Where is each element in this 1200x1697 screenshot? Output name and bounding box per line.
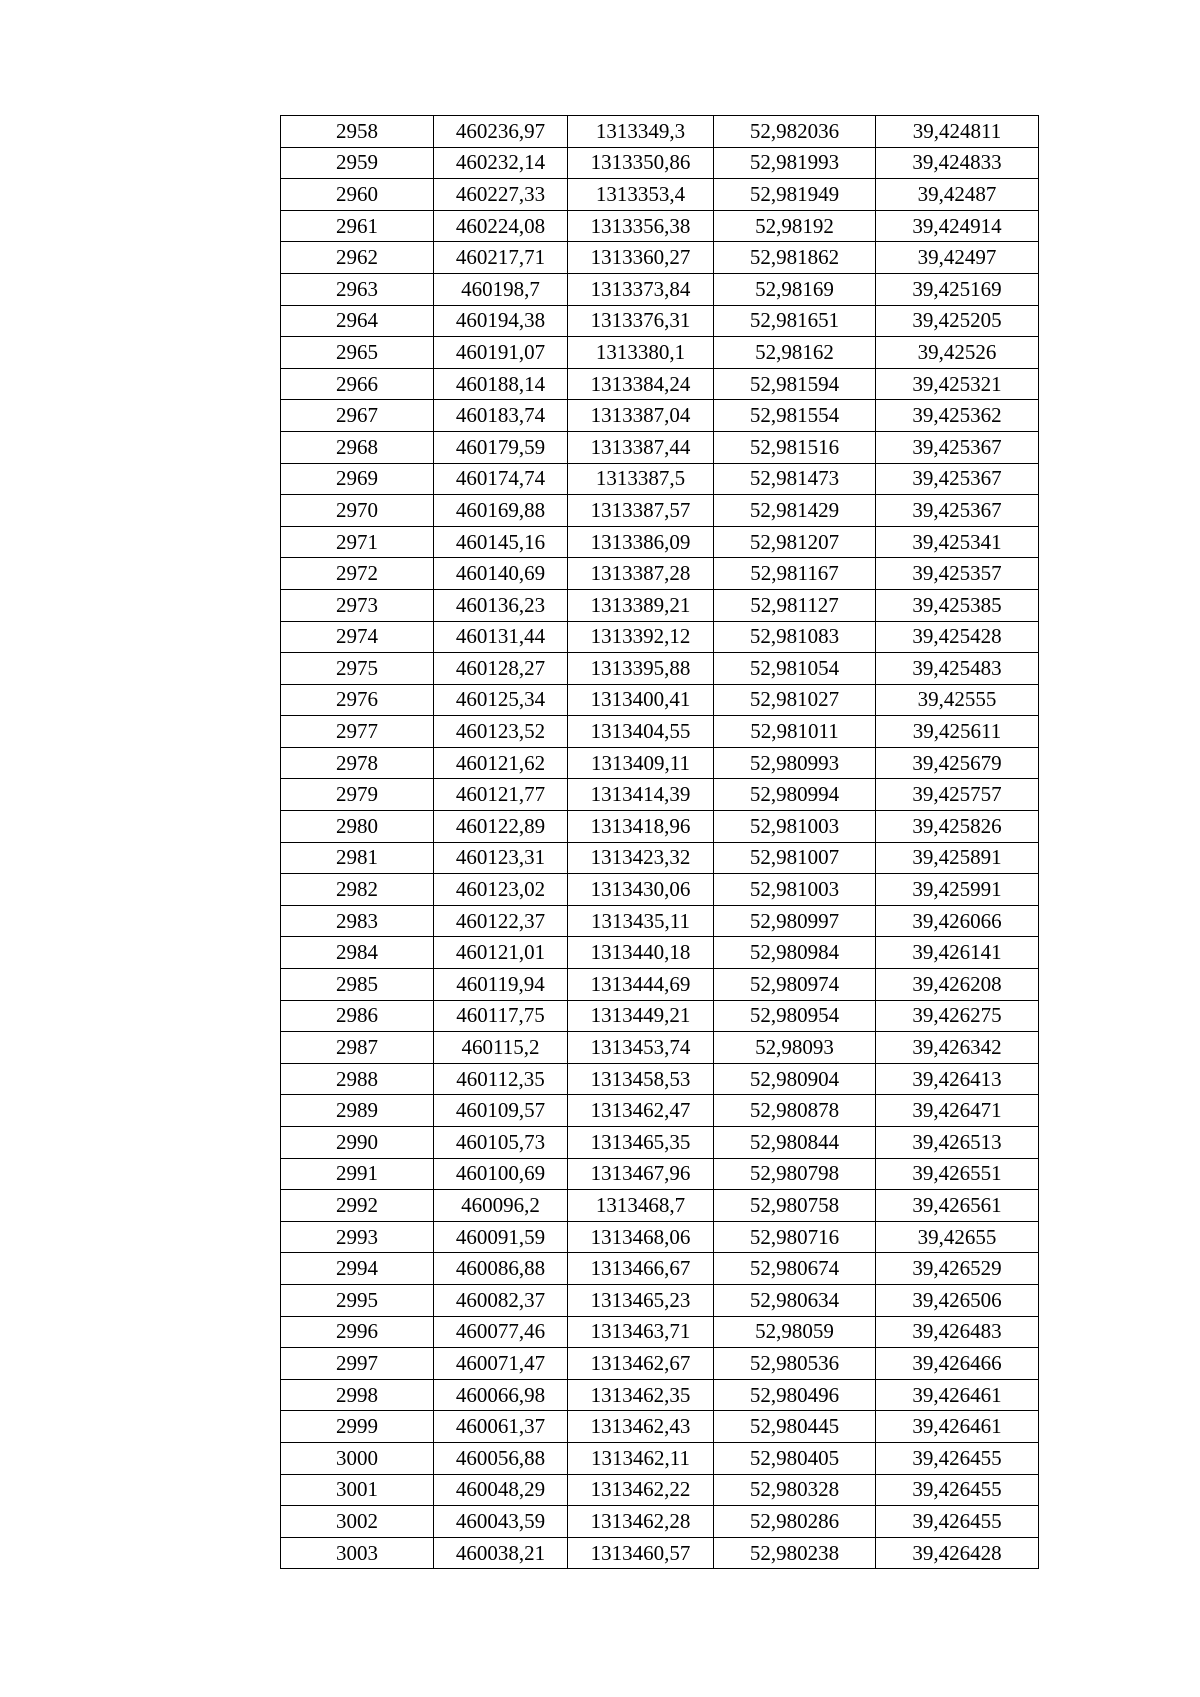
longitude-cell: 39,426483 — [876, 1316, 1039, 1348]
longitude-cell: 39,42487 — [876, 179, 1039, 211]
longitude-cell: 39,426066 — [876, 905, 1039, 937]
longitude-cell: 39,42555 — [876, 684, 1039, 716]
point-number-cell: 2991 — [281, 1158, 434, 1190]
latitude-cell: 52,980994 — [714, 779, 876, 811]
longitude-cell: 39,425611 — [876, 716, 1039, 748]
y-coordinate-cell: 1313414,39 — [568, 779, 714, 811]
table-row — [281, 1411, 1039, 1443]
table-row — [281, 874, 1039, 906]
latitude-cell: 52,981011 — [714, 716, 876, 748]
longitude-cell: 39,426455 — [876, 1442, 1039, 1474]
x-coordinate-cell: 460100,69 — [434, 1158, 568, 1190]
latitude-cell: 52,980758 — [714, 1190, 876, 1222]
table-row — [281, 210, 1039, 242]
x-coordinate-cell: 460123,31 — [434, 842, 568, 874]
table-row — [281, 1063, 1039, 1095]
x-coordinate-cell: 460188,14 — [434, 368, 568, 400]
x-coordinate-cell: 460174,74 — [434, 463, 568, 495]
point-number-cell: 2993 — [281, 1221, 434, 1253]
longitude-cell: 39,425321 — [876, 368, 1039, 400]
x-coordinate-cell: 460121,62 — [434, 747, 568, 779]
point-number-cell: 2981 — [281, 842, 434, 874]
y-coordinate-cell: 1313387,04 — [568, 400, 714, 432]
longitude-cell: 39,425341 — [876, 526, 1039, 558]
x-coordinate-cell: 460061,37 — [434, 1411, 568, 1443]
y-coordinate-cell: 1313387,44 — [568, 431, 714, 463]
longitude-cell: 39,425891 — [876, 842, 1039, 874]
table-row — [281, 1000, 1039, 1032]
table-row — [281, 1158, 1039, 1190]
latitude-cell: 52,980328 — [714, 1474, 876, 1506]
longitude-cell: 39,426513 — [876, 1127, 1039, 1159]
y-coordinate-cell: 1313468,7 — [568, 1190, 714, 1222]
longitude-cell: 39,42526 — [876, 337, 1039, 369]
point-number-cell: 2998 — [281, 1379, 434, 1411]
latitude-cell: 52,981993 — [714, 147, 876, 179]
y-coordinate-cell: 1313350,86 — [568, 147, 714, 179]
table-row — [281, 1506, 1039, 1538]
x-coordinate-cell: 460043,59 — [434, 1506, 568, 1538]
latitude-cell: 52,981429 — [714, 495, 876, 527]
point-number-cell: 2990 — [281, 1127, 434, 1159]
table-row — [281, 305, 1039, 337]
point-number-cell: 2959 — [281, 147, 434, 179]
table-row — [281, 463, 1039, 495]
latitude-cell: 52,980954 — [714, 1000, 876, 1032]
latitude-cell: 52,98169 — [714, 273, 876, 305]
y-coordinate-cell: 1313387,28 — [568, 558, 714, 590]
latitude-cell: 52,980993 — [714, 747, 876, 779]
table-row — [281, 905, 1039, 937]
x-coordinate-cell: 460232,14 — [434, 147, 568, 179]
table-row — [281, 716, 1039, 748]
x-coordinate-cell: 460105,73 — [434, 1127, 568, 1159]
y-coordinate-cell: 1313387,57 — [568, 495, 714, 527]
y-coordinate-cell: 1313462,22 — [568, 1474, 714, 1506]
longitude-cell: 39,425357 — [876, 558, 1039, 590]
x-coordinate-cell: 460096,2 — [434, 1190, 568, 1222]
x-coordinate-cell: 460128,27 — [434, 653, 568, 685]
longitude-cell: 39,425826 — [876, 811, 1039, 843]
table-row — [281, 400, 1039, 432]
x-coordinate-cell: 460183,74 — [434, 400, 568, 432]
longitude-cell: 39,42497 — [876, 242, 1039, 274]
point-number-cell: 2992 — [281, 1190, 434, 1222]
longitude-cell: 39,426471 — [876, 1095, 1039, 1127]
y-coordinate-cell: 1313392,12 — [568, 621, 714, 653]
y-coordinate-cell: 1313418,96 — [568, 811, 714, 843]
latitude-cell: 52,98192 — [714, 210, 876, 242]
table-row — [281, 1190, 1039, 1222]
longitude-cell: 39,426455 — [876, 1506, 1039, 1538]
table-row — [281, 1379, 1039, 1411]
longitude-cell: 39,426506 — [876, 1284, 1039, 1316]
x-coordinate-cell: 460115,2 — [434, 1032, 568, 1064]
point-number-cell: 2995 — [281, 1284, 434, 1316]
table-row — [281, 969, 1039, 1001]
point-number-cell: 2987 — [281, 1032, 434, 1064]
point-number-cell: 2970 — [281, 495, 434, 527]
x-coordinate-cell: 460145,16 — [434, 526, 568, 558]
longitude-cell: 39,426461 — [876, 1411, 1039, 1443]
point-number-cell: 2974 — [281, 621, 434, 653]
longitude-cell: 39,426461 — [876, 1379, 1039, 1411]
latitude-cell: 52,981594 — [714, 368, 876, 400]
x-coordinate-cell: 460125,34 — [434, 684, 568, 716]
longitude-cell: 39,424833 — [876, 147, 1039, 179]
latitude-cell: 52,980904 — [714, 1063, 876, 1095]
table-row — [281, 779, 1039, 811]
latitude-cell: 52,980798 — [714, 1158, 876, 1190]
y-coordinate-cell: 1313444,69 — [568, 969, 714, 1001]
y-coordinate-cell: 1313465,35 — [568, 1127, 714, 1159]
latitude-cell: 52,981473 — [714, 463, 876, 495]
latitude-cell: 52,981027 — [714, 684, 876, 716]
x-coordinate-cell: 460236,97 — [434, 116, 568, 148]
y-coordinate-cell: 1313435,11 — [568, 905, 714, 937]
latitude-cell: 52,981083 — [714, 621, 876, 653]
longitude-cell: 39,425367 — [876, 431, 1039, 463]
point-number-cell: 2971 — [281, 526, 434, 558]
latitude-cell: 52,980445 — [714, 1411, 876, 1443]
y-coordinate-cell: 1313440,18 — [568, 937, 714, 969]
point-number-cell: 2964 — [281, 305, 434, 337]
x-coordinate-cell: 460122,89 — [434, 811, 568, 843]
y-coordinate-cell: 1313384,24 — [568, 368, 714, 400]
y-coordinate-cell: 1313380,1 — [568, 337, 714, 369]
point-number-cell: 2978 — [281, 747, 434, 779]
x-coordinate-cell: 460048,29 — [434, 1474, 568, 1506]
latitude-cell: 52,981054 — [714, 653, 876, 685]
y-coordinate-cell: 1313460,57 — [568, 1537, 714, 1569]
x-coordinate-cell: 460066,98 — [434, 1379, 568, 1411]
point-number-cell: 2984 — [281, 937, 434, 969]
y-coordinate-cell: 1313386,09 — [568, 526, 714, 558]
point-number-cell: 3000 — [281, 1442, 434, 1474]
table-row — [281, 116, 1039, 148]
x-coordinate-cell: 460136,23 — [434, 589, 568, 621]
y-coordinate-cell: 1313462,35 — [568, 1379, 714, 1411]
latitude-cell: 52,981127 — [714, 589, 876, 621]
table-row — [281, 621, 1039, 653]
point-number-cell: 2983 — [281, 905, 434, 937]
longitude-cell: 39,426208 — [876, 969, 1039, 1001]
table-row — [281, 1127, 1039, 1159]
x-coordinate-cell: 460194,38 — [434, 305, 568, 337]
point-number-cell: 2966 — [281, 368, 434, 400]
longitude-cell: 39,426466 — [876, 1348, 1039, 1380]
y-coordinate-cell: 1313462,67 — [568, 1348, 714, 1380]
y-coordinate-cell: 1313462,28 — [568, 1506, 714, 1538]
longitude-cell: 39,425483 — [876, 653, 1039, 685]
latitude-cell: 52,981554 — [714, 400, 876, 432]
y-coordinate-cell: 1313395,88 — [568, 653, 714, 685]
x-coordinate-cell: 460082,37 — [434, 1284, 568, 1316]
table-row — [281, 1221, 1039, 1253]
y-coordinate-cell: 1313462,47 — [568, 1095, 714, 1127]
y-coordinate-cell: 1313389,21 — [568, 589, 714, 621]
longitude-cell: 39,424914 — [876, 210, 1039, 242]
latitude-cell: 52,982036 — [714, 116, 876, 148]
y-coordinate-cell: 1313409,11 — [568, 747, 714, 779]
table-row — [281, 337, 1039, 369]
y-coordinate-cell: 1313423,32 — [568, 842, 714, 874]
point-number-cell: 2997 — [281, 1348, 434, 1380]
table-row — [281, 1537, 1039, 1569]
point-number-cell: 2977 — [281, 716, 434, 748]
y-coordinate-cell: 1313462,11 — [568, 1442, 714, 1474]
x-coordinate-cell: 460121,77 — [434, 779, 568, 811]
point-number-cell: 2988 — [281, 1063, 434, 1095]
latitude-cell: 52,980674 — [714, 1253, 876, 1285]
x-coordinate-cell: 460119,94 — [434, 969, 568, 1001]
x-coordinate-cell: 460038,21 — [434, 1537, 568, 1569]
latitude-cell: 52,981007 — [714, 842, 876, 874]
point-number-cell: 2989 — [281, 1095, 434, 1127]
y-coordinate-cell: 1313453,74 — [568, 1032, 714, 1064]
point-number-cell: 2961 — [281, 210, 434, 242]
latitude-cell: 52,98162 — [714, 337, 876, 369]
x-coordinate-cell: 460123,02 — [434, 874, 568, 906]
longitude-cell: 39,42655 — [876, 1221, 1039, 1253]
latitude-cell: 52,981862 — [714, 242, 876, 274]
y-coordinate-cell: 1313376,31 — [568, 305, 714, 337]
y-coordinate-cell: 1313373,84 — [568, 273, 714, 305]
x-coordinate-cell: 460198,7 — [434, 273, 568, 305]
x-coordinate-cell: 460217,71 — [434, 242, 568, 274]
x-coordinate-cell: 460140,69 — [434, 558, 568, 590]
longitude-cell: 39,425367 — [876, 463, 1039, 495]
table-row — [281, 431, 1039, 463]
table-row — [281, 526, 1039, 558]
point-number-cell: 2996 — [281, 1316, 434, 1348]
latitude-cell: 52,980286 — [714, 1506, 876, 1538]
y-coordinate-cell: 1313465,23 — [568, 1284, 714, 1316]
point-number-cell: 2976 — [281, 684, 434, 716]
latitude-cell: 52,980405 — [714, 1442, 876, 1474]
point-number-cell: 3001 — [281, 1474, 434, 1506]
point-number-cell: 2980 — [281, 811, 434, 843]
latitude-cell: 52,980634 — [714, 1284, 876, 1316]
point-number-cell: 2965 — [281, 337, 434, 369]
longitude-cell: 39,425679 — [876, 747, 1039, 779]
y-coordinate-cell: 1313353,4 — [568, 179, 714, 211]
x-coordinate-cell: 460056,88 — [434, 1442, 568, 1474]
coordinates-table — [280, 115, 1039, 1569]
longitude-cell: 39,426561 — [876, 1190, 1039, 1222]
latitude-cell: 52,980984 — [714, 937, 876, 969]
table-row — [281, 747, 1039, 779]
latitude-cell: 52,980974 — [714, 969, 876, 1001]
y-coordinate-cell: 1313349,3 — [568, 116, 714, 148]
latitude-cell: 52,98093 — [714, 1032, 876, 1064]
point-number-cell: 2982 — [281, 874, 434, 906]
y-coordinate-cell: 1313400,41 — [568, 684, 714, 716]
x-coordinate-cell: 460224,08 — [434, 210, 568, 242]
latitude-cell: 52,981516 — [714, 431, 876, 463]
point-number-cell: 2975 — [281, 653, 434, 685]
longitude-cell: 39,426141 — [876, 937, 1039, 969]
latitude-cell: 52,980536 — [714, 1348, 876, 1380]
x-coordinate-cell: 460121,01 — [434, 937, 568, 969]
table-row — [281, 179, 1039, 211]
point-number-cell: 2999 — [281, 1411, 434, 1443]
latitude-cell: 52,98059 — [714, 1316, 876, 1348]
point-number-cell: 2958 — [281, 116, 434, 148]
latitude-cell: 52,981003 — [714, 811, 876, 843]
latitude-cell: 52,981167 — [714, 558, 876, 590]
longitude-cell: 39,425428 — [876, 621, 1039, 653]
longitude-cell: 39,425991 — [876, 874, 1039, 906]
x-coordinate-cell: 460112,35 — [434, 1063, 568, 1095]
table-row — [281, 1348, 1039, 1380]
x-coordinate-cell: 460179,59 — [434, 431, 568, 463]
y-coordinate-cell: 1313466,67 — [568, 1253, 714, 1285]
latitude-cell: 52,980496 — [714, 1379, 876, 1411]
table-row — [281, 1316, 1039, 1348]
point-number-cell: 2962 — [281, 242, 434, 274]
x-coordinate-cell: 460131,44 — [434, 621, 568, 653]
coordinates-table-body — [281, 116, 1039, 1569]
table-row — [281, 495, 1039, 527]
point-number-cell: 2960 — [281, 179, 434, 211]
table-row — [281, 811, 1039, 843]
y-coordinate-cell: 1313430,06 — [568, 874, 714, 906]
table-row — [281, 937, 1039, 969]
table-row — [281, 147, 1039, 179]
longitude-cell: 39,425367 — [876, 495, 1039, 527]
point-number-cell: 2967 — [281, 400, 434, 432]
table-row — [281, 1442, 1039, 1474]
y-coordinate-cell: 1313463,71 — [568, 1316, 714, 1348]
latitude-cell: 52,981651 — [714, 305, 876, 337]
point-number-cell: 2985 — [281, 969, 434, 1001]
table-row — [281, 1095, 1039, 1127]
y-coordinate-cell: 1313468,06 — [568, 1221, 714, 1253]
longitude-cell: 39,424811 — [876, 116, 1039, 148]
table-row — [281, 1032, 1039, 1064]
table-row — [281, 558, 1039, 590]
x-coordinate-cell: 460227,33 — [434, 179, 568, 211]
point-number-cell: 2994 — [281, 1253, 434, 1285]
table-row — [281, 842, 1039, 874]
longitude-cell: 39,425385 — [876, 589, 1039, 621]
x-coordinate-cell: 460109,57 — [434, 1095, 568, 1127]
x-coordinate-cell: 460077,46 — [434, 1316, 568, 1348]
latitude-cell: 52,980997 — [714, 905, 876, 937]
longitude-cell: 39,426455 — [876, 1474, 1039, 1506]
table-row — [281, 368, 1039, 400]
latitude-cell: 52,980238 — [714, 1537, 876, 1569]
latitude-cell: 52,981003 — [714, 874, 876, 906]
latitude-cell: 52,980716 — [714, 1221, 876, 1253]
table-row — [281, 1474, 1039, 1506]
table-row — [281, 273, 1039, 305]
point-number-cell: 3002 — [281, 1506, 434, 1538]
point-number-cell: 2968 — [281, 431, 434, 463]
x-coordinate-cell: 460169,88 — [434, 495, 568, 527]
table-row — [281, 1253, 1039, 1285]
y-coordinate-cell: 1313449,21 — [568, 1000, 714, 1032]
latitude-cell: 52,981949 — [714, 179, 876, 211]
y-coordinate-cell: 1313458,53 — [568, 1063, 714, 1095]
point-number-cell: 2963 — [281, 273, 434, 305]
table-row — [281, 589, 1039, 621]
latitude-cell: 52,980878 — [714, 1095, 876, 1127]
y-coordinate-cell: 1313404,55 — [568, 716, 714, 748]
point-number-cell: 2969 — [281, 463, 434, 495]
longitude-cell: 39,426428 — [876, 1537, 1039, 1569]
x-coordinate-cell: 460117,75 — [434, 1000, 568, 1032]
x-coordinate-cell: 460071,47 — [434, 1348, 568, 1380]
longitude-cell: 39,426275 — [876, 1000, 1039, 1032]
x-coordinate-cell: 460191,07 — [434, 337, 568, 369]
point-number-cell: 2979 — [281, 779, 434, 811]
x-coordinate-cell: 460123,52 — [434, 716, 568, 748]
x-coordinate-cell: 460091,59 — [434, 1221, 568, 1253]
longitude-cell: 39,426529 — [876, 1253, 1039, 1285]
point-number-cell: 3003 — [281, 1537, 434, 1569]
longitude-cell: 39,426413 — [876, 1063, 1039, 1095]
y-coordinate-cell: 1313356,38 — [568, 210, 714, 242]
table-row — [281, 1284, 1039, 1316]
table-row — [281, 684, 1039, 716]
point-number-cell: 2973 — [281, 589, 434, 621]
latitude-cell: 52,980844 — [714, 1127, 876, 1159]
longitude-cell: 39,425169 — [876, 273, 1039, 305]
table-row — [281, 653, 1039, 685]
x-coordinate-cell: 460122,37 — [434, 905, 568, 937]
longitude-cell: 39,425205 — [876, 305, 1039, 337]
longitude-cell: 39,426551 — [876, 1158, 1039, 1190]
longitude-cell: 39,426342 — [876, 1032, 1039, 1064]
y-coordinate-cell: 1313467,96 — [568, 1158, 714, 1190]
point-number-cell: 2972 — [281, 558, 434, 590]
longitude-cell: 39,425362 — [876, 400, 1039, 432]
x-coordinate-cell: 460086,88 — [434, 1253, 568, 1285]
y-coordinate-cell: 1313360,27 — [568, 242, 714, 274]
y-coordinate-cell: 1313387,5 — [568, 463, 714, 495]
latitude-cell: 52,981207 — [714, 526, 876, 558]
y-coordinate-cell: 1313462,43 — [568, 1411, 714, 1443]
table-row — [281, 242, 1039, 274]
point-number-cell: 2986 — [281, 1000, 434, 1032]
longitude-cell: 39,425757 — [876, 779, 1039, 811]
